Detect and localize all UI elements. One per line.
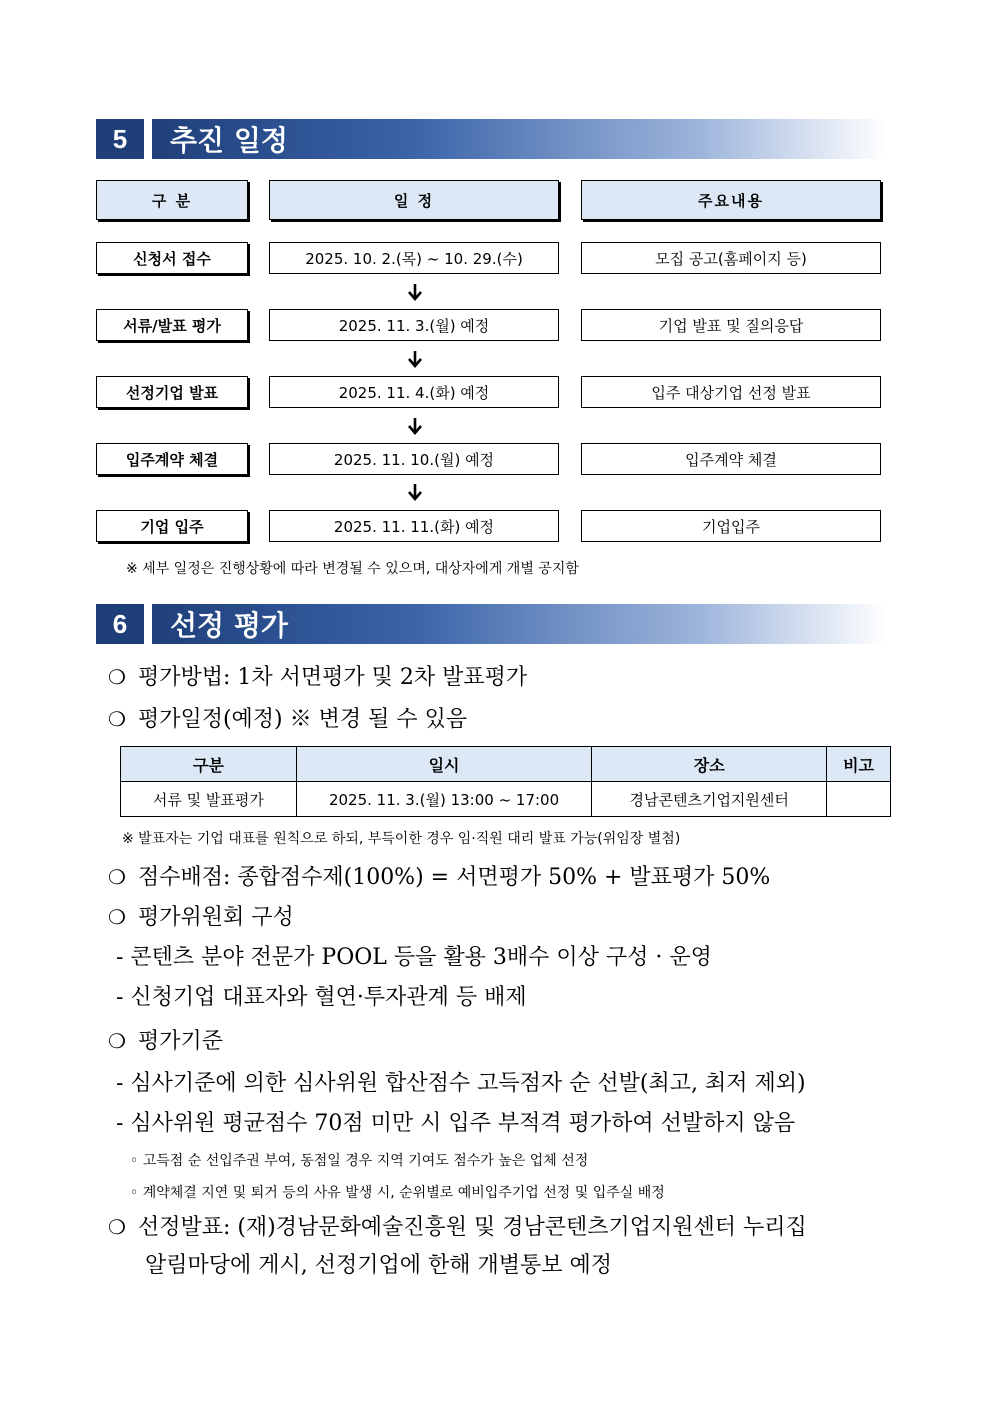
schedule-row-content: 모집 공고(홈페이지 등) — [581, 242, 881, 274]
table-header-cell: 구분 — [121, 747, 297, 782]
schedule-row-label: 기업 입주 — [96, 510, 248, 542]
bullet-method — [108, 660, 527, 691]
table-header-cell: 비고 — [827, 747, 891, 782]
schedule-title-text: 평가일정(예정) ※ 변경 될 수 있음 — [137, 707, 468, 732]
announcement-continuation: 알림마당에 게시, 선정기업에 한해 개별통보 예정 — [145, 1253, 613, 1278]
table-cell: 2025. 11. 3.(월) 13:00 ~ 17:00 — [296, 782, 592, 817]
schedule-row-content: 기업입주 — [581, 510, 881, 542]
schedule-row-date: 2025. 11. 3.(월) 예정 — [269, 309, 559, 341]
table-cell: 서류 및 발표평가 — [121, 782, 297, 817]
criteria-text: 평가기준 — [137, 1029, 223, 1054]
bullet-symbol: ❍ — [108, 865, 126, 889]
schedule-row-date: 2025. 11. 4.(화) 예정 — [269, 376, 559, 408]
bullet-criteria — [108, 1024, 223, 1055]
schedule-note: ※ 세부 일정은 진행상황에 따라 변경될 수 있으며, 대상자에게 개별 공지함 — [126, 561, 579, 577]
schedule-header-date: 일 정 — [269, 180, 559, 220]
table-header-cell: 일시 — [296, 747, 592, 782]
criteria-item: - 심사기준에 의한 심사위원 합산점수 고득점자 순 선발(최고, 최저 제외) — [116, 1071, 806, 1096]
schedule-row-label: 입주계약 체결 — [96, 443, 248, 475]
table-row — [121, 782, 891, 817]
bullet-announcement — [108, 1210, 807, 1241]
section-6-number: 6 — [96, 604, 144, 644]
table-header-cell: 장소 — [592, 747, 827, 782]
table-cell: 경남콘텐츠기업지원센터 — [592, 782, 827, 817]
bullet-symbol: ❍ — [108, 1215, 126, 1239]
committee-item: - 콘텐츠 분야 전문가 POOL 등을 활용 3배수 이상 구성 · 운영 — [116, 945, 712, 970]
committee-text: 평가위원회 구성 — [137, 905, 294, 930]
criteria-subitem: ◦ 고득점 순 선입주권 부여, 동점일 경우 지역 기여도 점수가 높은 업체 선정 — [130, 1153, 589, 1169]
table-cell — [827, 782, 891, 817]
section-5-number: 5 — [96, 119, 144, 159]
schedule-header-category: 구 분 — [96, 180, 248, 220]
bullet-committee — [108, 900, 294, 931]
schedule-row-content: 입주 대상기업 선정 발표 — [581, 376, 881, 408]
down-arrow-icon — [405, 349, 425, 369]
announcement-text: 선정발표: (재)경남문화예술진흥원 및 경남콘텐츠기업지원센터 누리집 — [137, 1215, 807, 1240]
schedule-row-label: 서류/발표 평가 — [96, 309, 248, 341]
method-text: 평가방법: 1차 서면평가 및 2차 발표평가 — [137, 665, 528, 690]
bullet-symbol: ❍ — [108, 905, 126, 929]
scoring-text: 점수배점: 종합점수제(100%) = 서면평가 50% + 발표평가 50% — [137, 865, 771, 890]
down-arrow-icon — [405, 482, 425, 502]
criteria-subitem: ◦ 계약체결 지연 및 퇴거 등의 사유 발생 시, 순위별로 예비입주기업 선정 및 입주실 배정 — [130, 1185, 665, 1201]
table-note: ※ 발표자는 기업 대표를 원칙으로 하되, 부득이한 경우 임·직원 대리 발표 가능(위임장 별첨) — [122, 831, 681, 847]
criteria-item: - 심사위원 평균점수 70점 미만 시 입주 부적격 평가하여 선발하지 않음 — [116, 1111, 796, 1136]
schedule-row-date: 2025. 10. 2.(목) ~ 10. 29.(수) — [269, 242, 559, 274]
bullet-schedule — [108, 702, 467, 733]
down-arrow-icon — [405, 416, 425, 436]
schedule-header-content: 주요내용 — [581, 180, 881, 220]
down-arrow-icon — [405, 282, 425, 302]
section-6-title: 선정 평가 — [152, 604, 887, 644]
schedule-row-content: 입주계약 체결 — [581, 443, 881, 475]
schedule-row-date: 2025. 11. 10.(월) 예정 — [269, 443, 559, 475]
committee-item: - 신청기업 대표자와 혈연·투자관계 등 배제 — [116, 985, 527, 1010]
table-header-row — [121, 747, 891, 782]
section-5-title: 추진 일정 — [152, 119, 887, 159]
schedule-row-content: 기업 발표 및 질의응답 — [581, 309, 881, 341]
schedule-row-label: 신청서 접수 — [96, 242, 248, 274]
bullet-symbol: ❍ — [108, 665, 126, 689]
evaluation-table — [120, 746, 891, 817]
schedule-row-label: 선정기업 발표 — [96, 376, 248, 408]
bullet-symbol: ❍ — [108, 1029, 126, 1053]
bullet-scoring — [108, 860, 770, 891]
bullet-symbol: ❍ — [108, 707, 126, 731]
schedule-row-date: 2025. 11. 11.(화) 예정 — [269, 510, 559, 542]
